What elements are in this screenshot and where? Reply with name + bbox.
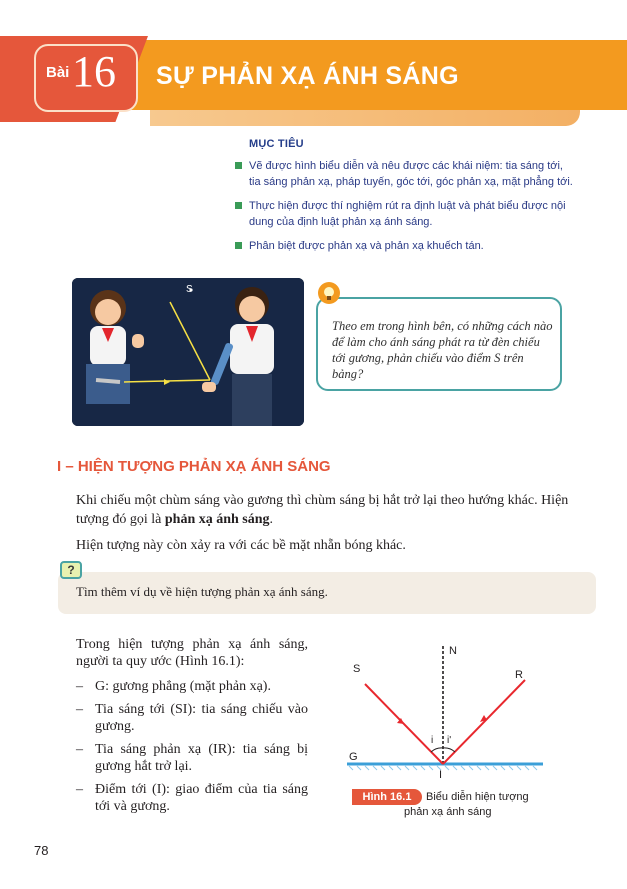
bullet-square-icon: [235, 162, 242, 169]
bullet-square-icon: [235, 202, 242, 209]
list-dash: –: [76, 782, 83, 797]
objective-text: Thực hiện được thí nghiệm rút ra định luật và phát biểu được nội dung của định luật phản xạ ánh sáng.: [249, 200, 566, 228]
term-reflection: phản xạ ánh sáng: [164, 512, 270, 527]
bullet-square-icon: [235, 242, 242, 249]
figure-caption-line2: phản xạ ánh sáng: [404, 806, 492, 818]
angle-i-prime-arc: [443, 748, 455, 752]
objective-item: [235, 198, 575, 232]
label-i-point: I: [439, 769, 443, 781]
question-text: Theo em trong hình bên, có những cách nào để làm cho ánh sáng phát ra từ đèn chiếu tới gương, phản chiếu vào điểm S trên bảng?: [332, 319, 553, 381]
objective-item: [235, 158, 575, 192]
label-s: S: [353, 663, 361, 675]
definition-end: .: [269, 512, 274, 527]
activity-text: Tìm thêm ví dụ về hiện tượng phản xạ ánh sáng.: [76, 584, 328, 599]
classroom-illustration: [72, 278, 304, 426]
objective-item: [235, 238, 575, 256]
page-title: SỰ PHẢN XẠ ÁNH SÁNG: [156, 62, 459, 90]
convention-text: Tia sáng phản xạ (IR): tia sáng bị gương hắt trở lại.: [95, 742, 308, 774]
figure-caption-badge: Hình 16.1: [352, 789, 422, 805]
angle-i-arc: [431, 748, 443, 752]
mirror-hatching: [349, 766, 537, 770]
label-g: G: [349, 751, 358, 763]
reflected-ray: [443, 680, 525, 764]
convention-text: Tia sáng tới (SI): tia sáng chiếu vào gương.: [95, 702, 308, 734]
classroom-photo: [72, 278, 304, 426]
definition-paragraph: [76, 491, 596, 529]
lightbulb-icon: [318, 282, 340, 304]
reflection-figure: [335, 640, 565, 795]
list-dash: –: [76, 742, 83, 757]
lesson-word: Bài: [46, 64, 70, 81]
label-r: R: [515, 669, 523, 681]
label-angle-i-prime: i': [447, 735, 452, 746]
lesson-number: 16: [72, 47, 116, 96]
point-s-label: S: [186, 284, 193, 295]
label-angle-i: i: [431, 735, 434, 746]
label-n: N: [449, 645, 457, 657]
definition-text: Khi chiếu một chùm sáng vào gương thì chùm sáng bị hắt trở lại theo hướng khác. Hiện tượng đó gọi là: [76, 493, 569, 527]
note-paragraph: Hiện tượng này còn xảy ra với các bề mặt nhẵn bóng khác.: [76, 538, 406, 553]
header-shadow-strip: [150, 110, 580, 126]
section-heading: I – HIỆN TƯỢNG PHẢN XẠ ÁNH SÁNG: [57, 458, 331, 475]
convention-text: G: gương phẳng (mặt phản xạ).: [95, 679, 271, 694]
convention-text: Điểm tới (I): giao điểm của tia sáng tới và gương.: [95, 782, 308, 814]
figure-caption-line1: Biểu diễn hiện tượng: [426, 791, 529, 803]
list-dash: –: [76, 702, 83, 717]
question-mark-icon: ?: [60, 561, 82, 579]
objective-text: Vẽ được hình biểu diễn và nêu được các khái niệm: tia sáng tới, tia sáng phản xạ, pháp tuyến, góc tới, góc phản xạ, mặt phẳng tới.: [249, 160, 573, 188]
conventions-intro: Trong hiện tượng phản xạ ánh sáng, người ta quy ước (Hình 16.1):: [76, 637, 308, 669]
objectives-heading: MỤC TIÊU: [249, 138, 304, 150]
page-number: 78: [34, 843, 49, 858]
list-dash: –: [76, 679, 83, 694]
objective-text: Phân biệt được phản xạ và phản xạ khuếch tán.: [249, 240, 484, 252]
